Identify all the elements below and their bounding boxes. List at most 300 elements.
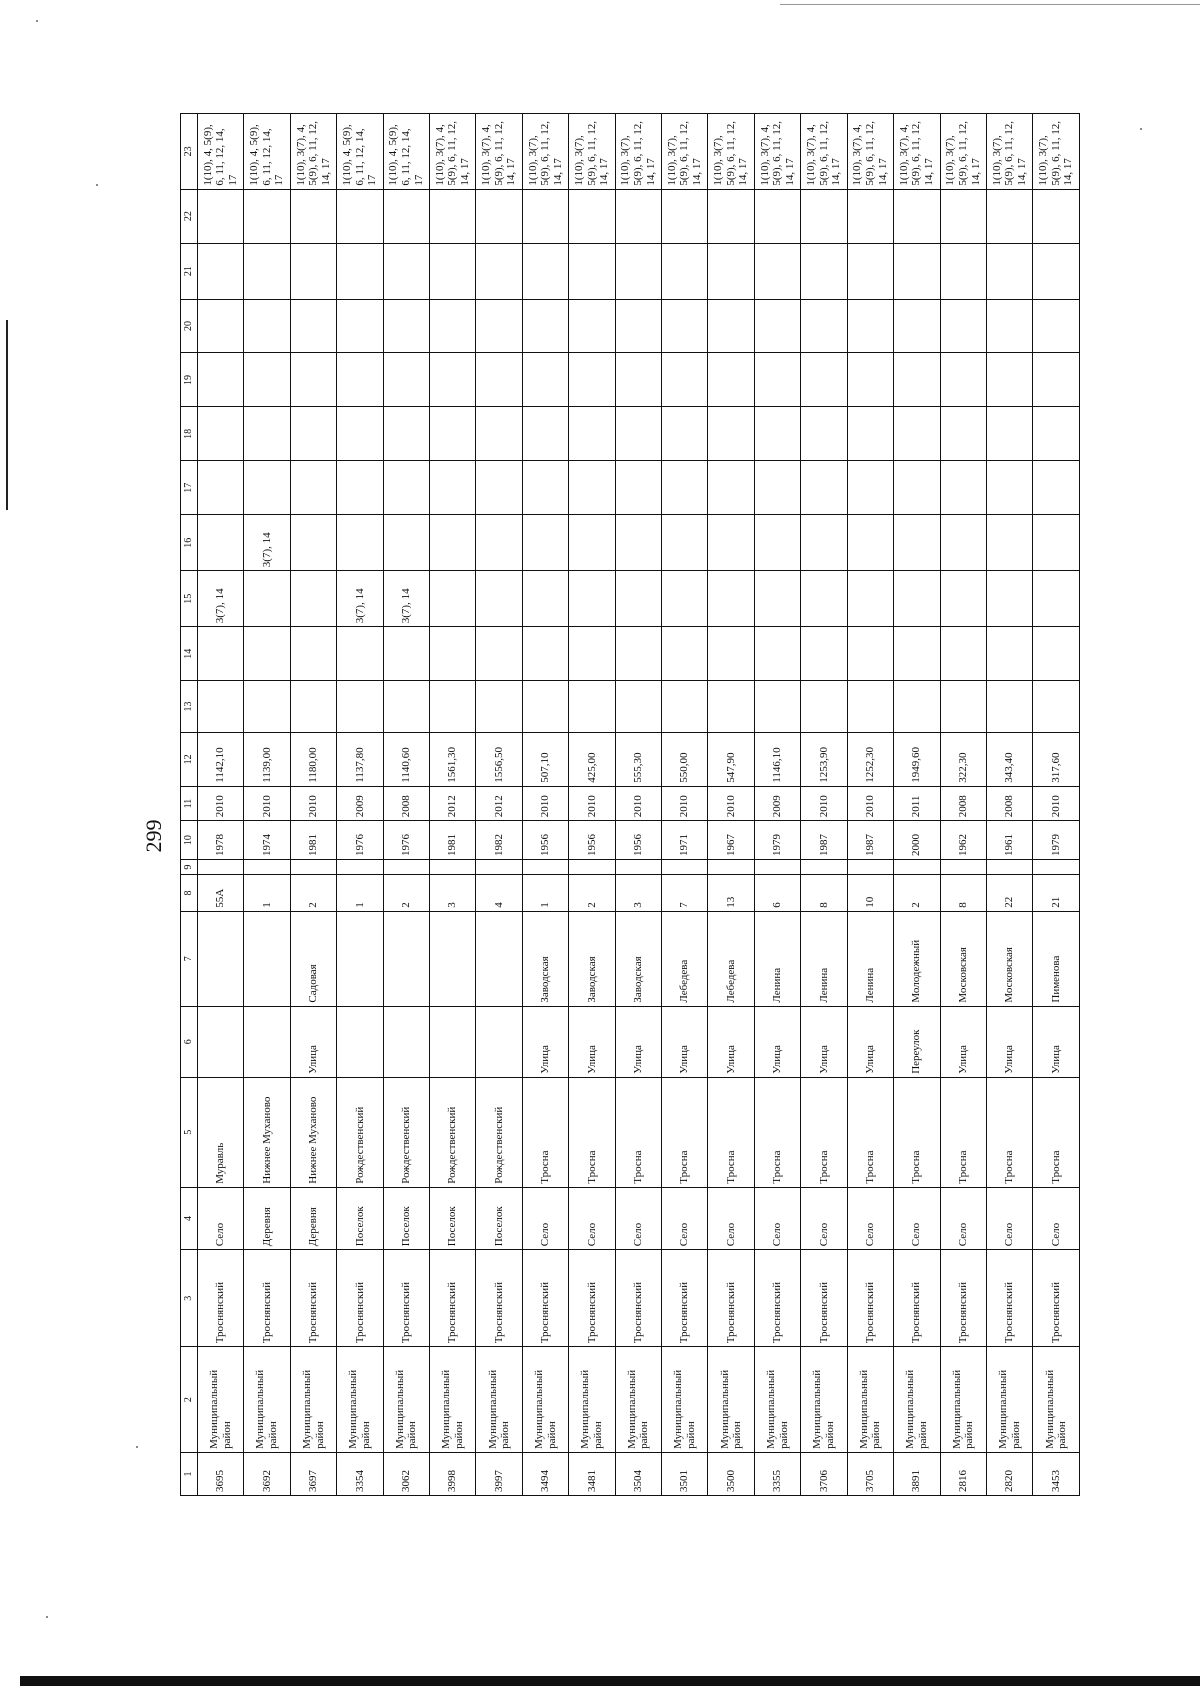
table-cell: 1137,80 — [337, 732, 383, 786]
table-cell — [244, 627, 290, 681]
scan-speck — [36, 20, 38, 22]
table-cell — [847, 860, 893, 875]
table-cell — [801, 353, 847, 407]
table-cell — [383, 189, 429, 243]
table-cell: 1956 — [615, 821, 661, 860]
table-cell: 1987 — [801, 821, 847, 860]
table-cell: 3 — [430, 875, 476, 912]
table-cell — [894, 243, 940, 299]
table-cell: Улица — [708, 1006, 754, 1077]
table-cell — [244, 681, 290, 733]
scan-speck — [136, 1446, 138, 1448]
table-cell — [383, 681, 429, 733]
table-cell: 1 — [337, 875, 383, 912]
table-cell: Рождественский — [476, 1077, 522, 1187]
table-cell: 3705 — [847, 1452, 893, 1495]
table-cell: 2008 — [383, 786, 429, 820]
table-cell — [801, 571, 847, 627]
table-cell: 2008 — [986, 786, 1032, 820]
table-cell — [430, 407, 476, 461]
column-number: 8 — [181, 875, 198, 912]
table-cell: Троснянский — [708, 1250, 754, 1347]
table-row — [615, 114, 661, 1496]
table-cell: 3(7), 14 — [198, 571, 244, 627]
table-cell: Муниципальный район — [940, 1347, 986, 1453]
table-cell — [290, 461, 336, 515]
table-cell — [894, 571, 940, 627]
table-cell — [198, 1006, 244, 1077]
table-cell — [244, 461, 290, 515]
table-cell — [986, 407, 1032, 461]
table-cell — [198, 461, 244, 515]
table-cell: Тросна — [662, 1077, 708, 1187]
table-cell: Муниципальный район — [569, 1347, 615, 1453]
table-cell — [847, 189, 893, 243]
table-cell — [290, 515, 336, 571]
table-cell: 507,10 — [522, 732, 568, 786]
table-cell — [476, 681, 522, 733]
table-cell — [198, 407, 244, 461]
table-cell: 1987 — [847, 821, 893, 860]
table-cell — [986, 681, 1032, 733]
table-cell — [940, 353, 986, 407]
table-cell — [986, 461, 1032, 515]
table-cell — [708, 627, 754, 681]
table-cell — [198, 627, 244, 681]
table-cell: Заводская — [615, 911, 661, 1006]
table-cell — [244, 243, 290, 299]
table-cell: 3500 — [708, 1452, 754, 1495]
table-cell — [894, 189, 940, 243]
table-cell — [615, 571, 661, 627]
table-cell — [337, 353, 383, 407]
table-cell: Село — [894, 1187, 940, 1250]
table-cell — [569, 299, 615, 353]
table-cell — [940, 627, 986, 681]
table-cell: 3354 — [337, 1452, 383, 1495]
table-cell: Троснянский — [290, 1250, 336, 1347]
table-cell: Троснянский — [383, 1250, 429, 1347]
table-cell — [383, 911, 429, 1006]
table-cell — [801, 681, 847, 733]
table-cell: 10 — [847, 875, 893, 912]
table-cell: Поселок — [383, 1187, 429, 1250]
table-cell: Муниципальный район — [244, 1347, 290, 1453]
table-cell: 3(7), 14 — [244, 515, 290, 571]
column-number: 1 — [181, 1452, 198, 1495]
table-cell: Тросна — [615, 1077, 661, 1187]
table-cell: Муниципальный район — [198, 1347, 244, 1453]
table-cell: 1252,30 — [847, 732, 893, 786]
table-cell: Ленина — [754, 911, 800, 1006]
table-cell — [801, 860, 847, 875]
table-cell: Поселок — [337, 1187, 383, 1250]
table-cell: 1976 — [383, 821, 429, 860]
table-cell: 2 — [569, 875, 615, 912]
table-cell: 2010 — [708, 786, 754, 820]
table-cell — [754, 681, 800, 733]
table-cell — [522, 461, 568, 515]
table-cell: Троснянский — [244, 1250, 290, 1347]
table-cell — [986, 571, 1032, 627]
table-cell — [430, 911, 476, 1006]
table-cell: 13 — [708, 875, 754, 912]
table-cell: 1142,10 — [198, 732, 244, 786]
column-number: 3 — [181, 1250, 198, 1347]
table-cell — [801, 515, 847, 571]
table-cell: 1(10), 3(7), 5(9), 6, 11, 12, 14, 17 — [1033, 114, 1080, 190]
table-cell — [290, 243, 336, 299]
table-cell: 3494 — [522, 1452, 568, 1495]
table-cell — [662, 407, 708, 461]
table-cell — [754, 461, 800, 515]
table-cell: 547,90 — [708, 732, 754, 786]
table-cell: 1981 — [430, 821, 476, 860]
table-cell — [615, 243, 661, 299]
table-cell — [708, 407, 754, 461]
scan-edge-line — [780, 4, 1200, 5]
table-cell: Тросна — [940, 1077, 986, 1187]
table-cell: Переулок — [894, 1006, 940, 1077]
column-number: 20 — [181, 299, 198, 353]
column-number: 9 — [181, 860, 198, 875]
table-cell — [522, 681, 568, 733]
table-cell: Село — [986, 1187, 1032, 1250]
table-cell: 2008 — [940, 786, 986, 820]
table-cell — [244, 571, 290, 627]
table-cell: Нижнее Муханово — [290, 1077, 336, 1187]
table-cell — [522, 627, 568, 681]
table-cell: 1981 — [290, 821, 336, 860]
table-cell: Село — [708, 1187, 754, 1250]
table-cell: 3062 — [383, 1452, 429, 1495]
table-cell: Деревня — [290, 1187, 336, 1250]
table-row — [476, 114, 522, 1496]
table-cell — [522, 243, 568, 299]
table-cell — [801, 627, 847, 681]
table-cell — [290, 353, 336, 407]
table-cell — [522, 571, 568, 627]
table-row — [198, 114, 244, 1496]
table-cell: 1(10), 3(7), 4, 5(9), 6, 11, 12, 14, 17 — [430, 114, 476, 190]
table-cell: 1253,90 — [801, 732, 847, 786]
table-cell: Улица — [569, 1006, 615, 1077]
table-cell: Троснянский — [940, 1250, 986, 1347]
table-cell: Тросна — [569, 1077, 615, 1187]
table-cell — [522, 515, 568, 571]
table-cell: 3(7), 14 — [337, 571, 383, 627]
column-number: 21 — [181, 243, 198, 299]
table-cell: 22 — [986, 875, 1032, 912]
table-cell — [986, 627, 1032, 681]
table-cell — [476, 189, 522, 243]
table-cell: Деревня — [244, 1187, 290, 1250]
table-cell: 3504 — [615, 1452, 661, 1495]
table-cell — [430, 681, 476, 733]
table-cell: Улица — [290, 1006, 336, 1077]
table-cell: 3481 — [569, 1452, 615, 1495]
table-cell — [430, 461, 476, 515]
table-cell — [383, 1006, 429, 1077]
table-cell — [430, 515, 476, 571]
table-cell: 1967 — [708, 821, 754, 860]
table-cell: Муниципальный район — [290, 1347, 336, 1453]
table-cell — [754, 299, 800, 353]
table-cell — [244, 189, 290, 243]
table-cell — [708, 571, 754, 627]
table-cell — [615, 681, 661, 733]
table-cell — [940, 515, 986, 571]
table-cell: 2010 — [801, 786, 847, 820]
table-cell: 8 — [940, 875, 986, 912]
table-cell: Муниципальный район — [615, 1347, 661, 1453]
table-cell — [198, 353, 244, 407]
table-cell: 550,00 — [662, 732, 708, 786]
table-cell — [569, 571, 615, 627]
table-cell: Село — [522, 1187, 568, 1250]
table-cell: 2 — [383, 875, 429, 912]
table-cell — [708, 860, 754, 875]
table-cell — [847, 461, 893, 515]
table-cell — [430, 189, 476, 243]
table-cell — [708, 189, 754, 243]
table-cell — [1033, 571, 1080, 627]
table-cell — [476, 860, 522, 875]
table-cell — [337, 860, 383, 875]
table-cell: 21 — [1033, 875, 1080, 912]
table-cell — [1033, 407, 1080, 461]
table-cell — [940, 860, 986, 875]
scan-speck — [1140, 128, 1142, 130]
column-number: 14 — [181, 627, 198, 681]
table-cell — [801, 407, 847, 461]
table-cell — [615, 299, 661, 353]
table-cell: Троснянский — [337, 1250, 383, 1347]
table-cell — [754, 407, 800, 461]
table-cell — [476, 571, 522, 627]
table-cell — [615, 515, 661, 571]
table-cell: Село — [198, 1187, 244, 1250]
table-cell — [290, 407, 336, 461]
column-number: 23 — [181, 114, 198, 190]
table-row — [383, 114, 429, 1496]
table-cell: 3501 — [662, 1452, 708, 1495]
table-cell — [476, 515, 522, 571]
table-cell — [708, 681, 754, 733]
table-row — [708, 114, 754, 1496]
table-cell: 1(10), 3(7), 4, 5(9), 6, 11, 12, 14, 17 — [476, 114, 522, 190]
table-cell: 1(10), 3(7), 4, 5(9), 6, 11, 12, 14, 17 — [290, 114, 336, 190]
table-cell: 1956 — [569, 821, 615, 860]
table-cell: 425,00 — [569, 732, 615, 786]
table-cell — [894, 353, 940, 407]
scan-speck — [46, 1616, 48, 1618]
column-number: 16 — [181, 515, 198, 571]
table-cell: Улица — [801, 1006, 847, 1077]
table-cell: Троснянский — [986, 1250, 1032, 1347]
table-row — [1033, 114, 1080, 1496]
table-cell — [662, 243, 708, 299]
table-cell — [569, 353, 615, 407]
table-cell: Село — [569, 1187, 615, 1250]
column-number: 5 — [181, 1077, 198, 1187]
page-number: 299 — [141, 819, 166, 853]
table-cell: Муниципальный район — [662, 1347, 708, 1453]
table-row — [894, 114, 940, 1496]
table-cell — [1033, 353, 1080, 407]
column-number: 2 — [181, 1347, 198, 1453]
table-cell: Муниципальный район — [754, 1347, 800, 1453]
table-cell — [708, 353, 754, 407]
table-cell: 3997 — [476, 1452, 522, 1495]
table-row — [940, 114, 986, 1496]
table-cell: Троснянский — [522, 1250, 568, 1347]
table-cell — [337, 243, 383, 299]
table-cell — [1033, 515, 1080, 571]
table-cell — [986, 353, 1032, 407]
register-table-frame — [180, 113, 1080, 1496]
table-cell — [198, 299, 244, 353]
table-cell — [662, 571, 708, 627]
table-cell: 1146,10 — [754, 732, 800, 786]
table-cell — [476, 243, 522, 299]
table-cell: 1(10), 4, 5(9), 6, 11, 12, 14, 17 — [337, 114, 383, 190]
table-cell: 1(10), 3(7), 4, 5(9), 6, 11, 12, 14, 17 — [801, 114, 847, 190]
table-cell — [1033, 461, 1080, 515]
column-number: 19 — [181, 353, 198, 407]
table-cell: Село — [615, 1187, 661, 1250]
table-cell: Тросна — [1033, 1077, 1080, 1187]
table-cell: 4 — [476, 875, 522, 912]
table-cell — [754, 189, 800, 243]
table-cell — [244, 911, 290, 1006]
table-row — [662, 114, 708, 1496]
table-cell: Муниципальный район — [801, 1347, 847, 1453]
table-cell — [708, 461, 754, 515]
table-cell — [615, 407, 661, 461]
table-cell: Рождественский — [383, 1077, 429, 1187]
table-cell: Поселок — [476, 1187, 522, 1250]
table-cell — [290, 681, 336, 733]
table-cell — [986, 299, 1032, 353]
table-cell — [1033, 681, 1080, 733]
table-cell: Село — [940, 1187, 986, 1250]
table-cell: 55А — [198, 875, 244, 912]
table-cell — [430, 571, 476, 627]
table-row — [801, 114, 847, 1496]
table-cell: 7 — [662, 875, 708, 912]
table-cell — [708, 299, 754, 353]
table-cell: Улица — [1033, 1006, 1080, 1077]
table-cell: Улица — [754, 1006, 800, 1077]
column-number: 7 — [181, 911, 198, 1006]
table-cell — [522, 860, 568, 875]
table-cell — [615, 189, 661, 243]
table-cell: Заводская — [569, 911, 615, 1006]
table-cell — [894, 515, 940, 571]
table-cell: 1(10), 3(7), 5(9), 6, 11, 12, 14, 17 — [569, 114, 615, 190]
column-number: 15 — [181, 571, 198, 627]
column-number: 12 — [181, 732, 198, 786]
table-cell: 1556,50 — [476, 732, 522, 786]
table-cell — [662, 461, 708, 515]
table-cell — [847, 243, 893, 299]
table-cell — [476, 911, 522, 1006]
table-cell: 1561,30 — [430, 732, 476, 786]
table-cell: Троснянский — [430, 1250, 476, 1347]
table-row — [430, 114, 476, 1496]
table-cell: Улица — [662, 1006, 708, 1077]
table-cell — [754, 627, 800, 681]
table-cell: 1(10), 3(7), 5(9), 6, 11, 12, 14, 17 — [708, 114, 754, 190]
table-cell — [522, 353, 568, 407]
table-cell: 1180,00 — [290, 732, 336, 786]
table-cell: 3891 — [894, 1452, 940, 1495]
table-cell: 2010 — [290, 786, 336, 820]
table-cell: Муниципальный район — [430, 1347, 476, 1453]
table-cell — [894, 461, 940, 515]
table-cell — [940, 571, 986, 627]
table-cell: 3697 — [290, 1452, 336, 1495]
table-cell: 1(10), 4, 5(9), 6, 11, 12, 14, 17 — [198, 114, 244, 190]
table-cell: Село — [1033, 1187, 1080, 1250]
table-cell: Троснянский — [615, 1250, 661, 1347]
table-cell: Поселок — [430, 1187, 476, 1250]
table-row — [986, 114, 1032, 1496]
table-cell: Тросна — [894, 1077, 940, 1187]
scan-speck — [96, 184, 98, 186]
table-cell — [940, 461, 986, 515]
table-cell: Муниципальный район — [522, 1347, 568, 1453]
table-cell — [940, 243, 986, 299]
table-cell: 3998 — [430, 1452, 476, 1495]
table-cell: Тросна — [754, 1077, 800, 1187]
table-cell — [801, 299, 847, 353]
table-cell — [894, 681, 940, 733]
table-cell: Троснянский — [754, 1250, 800, 1347]
table-cell — [847, 407, 893, 461]
table-cell: Муниципальный район — [894, 1347, 940, 1453]
table-cell — [615, 461, 661, 515]
table-cell — [569, 627, 615, 681]
table-cell: 2010 — [569, 786, 615, 820]
table-cell — [894, 860, 940, 875]
table-cell — [662, 681, 708, 733]
column-number-row — [181, 114, 198, 1496]
table-cell — [383, 353, 429, 407]
table-cell: 1 — [522, 875, 568, 912]
table-cell — [383, 243, 429, 299]
column-number: 22 — [181, 189, 198, 243]
table-cell: Заводская — [522, 911, 568, 1006]
table-cell: 1 — [244, 875, 290, 912]
table-cell — [198, 243, 244, 299]
table-cell: 3706 — [801, 1452, 847, 1495]
table-cell — [198, 515, 244, 571]
table-cell: Улица — [986, 1006, 1032, 1077]
table-cell — [986, 515, 1032, 571]
table-cell — [801, 461, 847, 515]
table-cell — [290, 860, 336, 875]
table-cell — [337, 681, 383, 733]
table-cell — [244, 407, 290, 461]
table-cell — [847, 353, 893, 407]
table-cell — [894, 299, 940, 353]
table-cell — [244, 353, 290, 407]
table-cell: 1(10), 3(7), 5(9), 6, 11, 12, 14, 17 — [986, 114, 1032, 190]
table-cell — [615, 627, 661, 681]
table-cell — [754, 243, 800, 299]
